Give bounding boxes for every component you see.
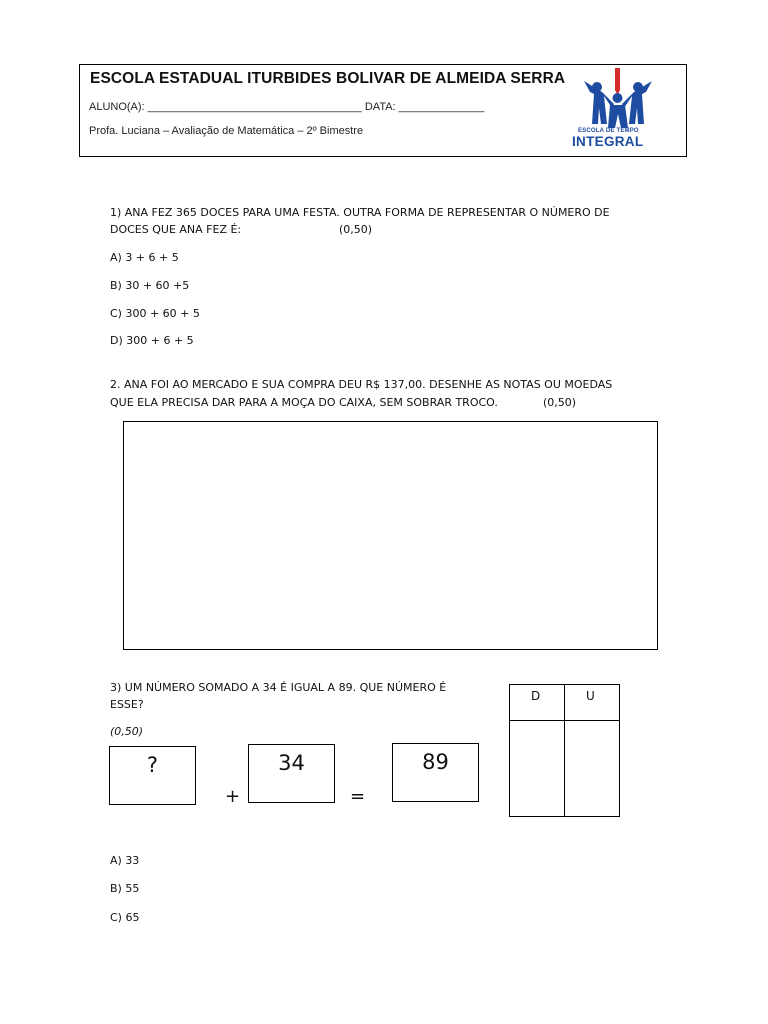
logo-line1: ESCOLA DE TEMPO [578, 128, 639, 134]
unknown-number-box[interactable] [109, 746, 196, 805]
addend-value: 34 [278, 751, 305, 775]
teacher-line: Profa. Luciana – Avaliação de Matemática – 2º Bimestre [89, 125, 364, 137]
place-value-table[interactable] [509, 684, 620, 817]
q1-line1: 1) ANA FEZ 365 DOCES PARA UMA FESTA. OUTRA FORMA DE REPRESENTAR O NÚMERO DE [110, 206, 610, 219]
q1-line2: DOCES QUE ANA FEZ É: [110, 223, 242, 236]
q1-option-a: A) 3 + 6 + 5 [110, 251, 179, 264]
table-header-u: U [586, 689, 595, 703]
q2-line2: QUE ELA PRECISA DAR PARA A MOÇA DO CAIXA, SEM SOBRAR TROCO. [110, 396, 498, 409]
q3-option-b: B) 55 [110, 882, 140, 895]
student-date-line: ALUNO(A): ___________________________________ DATA: ______________ [89, 101, 485, 113]
school-logo [572, 68, 658, 149]
q3-option-a: A) 33 [110, 854, 140, 867]
table-header-d: D [531, 689, 541, 703]
q1-option-c: C) 300 + 60 + 5 [110, 307, 200, 320]
plus-sign: + [225, 786, 241, 807]
unknown-number-label: ? [146, 753, 159, 777]
sum-value: 89 [422, 750, 449, 774]
logo-figures-icon [578, 68, 658, 130]
q3-score: (0,50) [110, 725, 144, 738]
q1-score: (0,50) [339, 223, 373, 236]
logo-line2: INTEGRAL [572, 134, 644, 149]
q2-score: (0,50) [543, 396, 577, 409]
q3-line2: ESSE? [110, 698, 144, 711]
school-name: ESCOLA ESTADUAL ITURBIDES BOLIVAR DE ALMEIDA SERRA [90, 70, 566, 87]
q1-option-d: D) 300 + 6 + 5 [110, 334, 194, 347]
q3-option-c: C) 65 [110, 911, 140, 924]
q1-option-b: B) 30 + 60 +5 [110, 279, 190, 292]
q3-line1: 3) UM NÚMERO SOMADO A 34 É IGUAL A 89. QUE NÚMERO É [110, 681, 447, 694]
equals-sign: = [350, 786, 366, 807]
addend-box [248, 744, 335, 803]
table-column-divider [564, 684, 565, 817]
sum-box [392, 743, 479, 802]
q2-line1: 2. ANA FOI AO MERCADO E SUA COMPRA DEU R$ 137,00. DESENHE AS NOTAS OU MOEDAS [110, 378, 613, 391]
drawing-area[interactable] [123, 421, 658, 650]
